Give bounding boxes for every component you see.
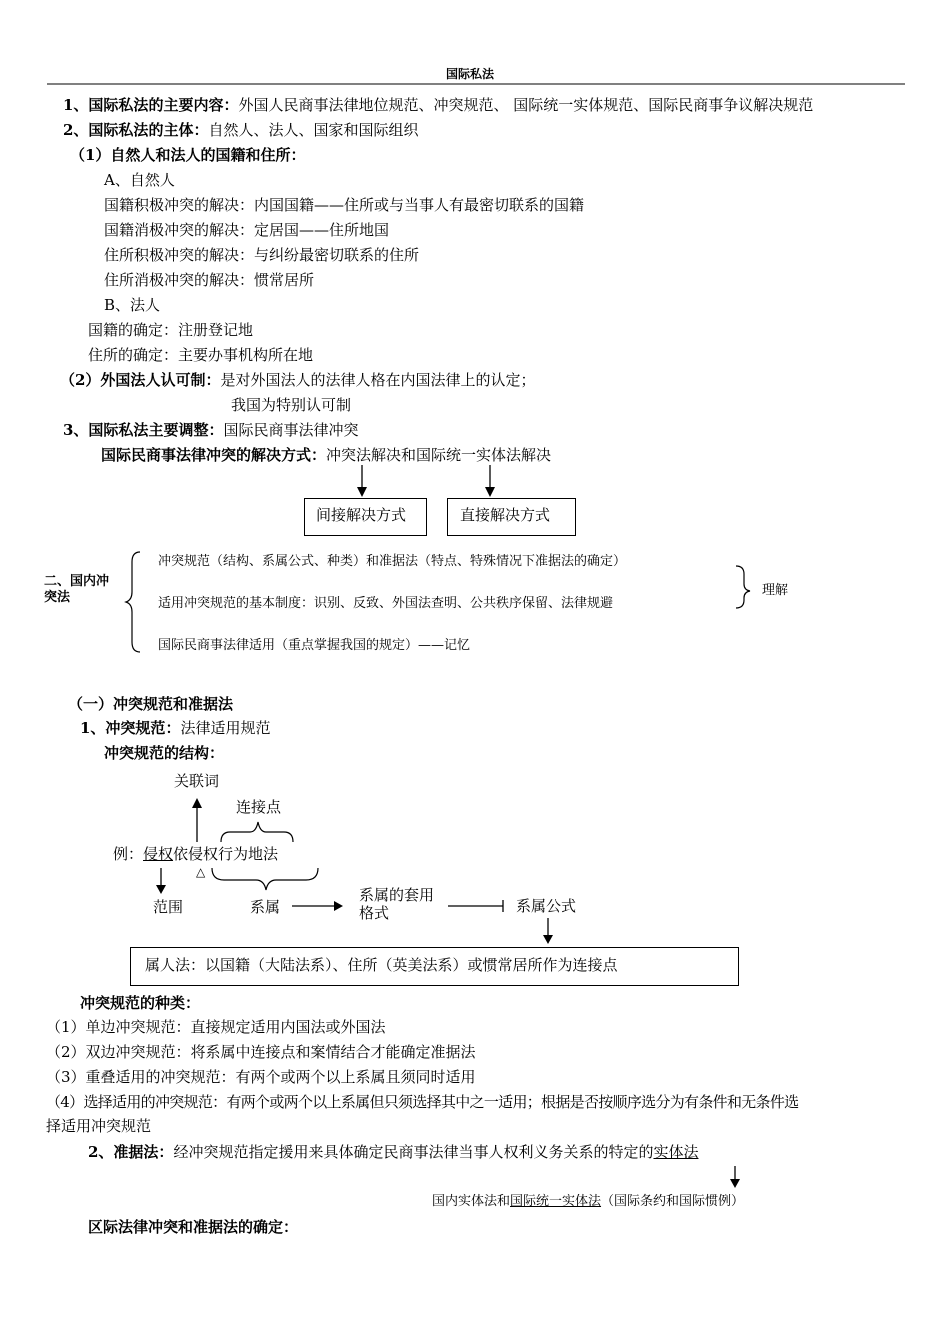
substantive-uniform: 国际统一实体法: [510, 1194, 602, 1209]
part2-1-title: （一）冲突规范和准据法: [68, 695, 234, 713]
resolve-label: 国际民商事法律冲突的解决方式：: [101, 446, 327, 464]
page-header-title: 国际私法: [446, 67, 495, 81]
left-brace: [126, 552, 140, 652]
section-1-text: 外国人民商事法律地位规范、冲突规范、 国际统一实体规范、国际民商事争议解决规范: [238, 96, 814, 114]
part2-title-1: 二、国内冲: [44, 574, 110, 589]
arrow-substantive-head: [730, 1179, 740, 1188]
legal-person-domicile: 住所的确定：主要办事机构所在地: [88, 346, 314, 364]
part2-item-3: 国际民商事法律适用（重点掌握我国的规定）——记忆: [158, 638, 471, 653]
applicable-law-substantive: 实体法: [653, 1143, 699, 1161]
arrow-connector-word-head: [192, 798, 202, 808]
arrow-scope-head: [156, 885, 166, 894]
nationality-negative-conflict: 国籍消极冲突的解决：定居国——住所地国: [104, 221, 390, 239]
attach-format-2: 格式: [359, 904, 390, 922]
legal-person-nationality: 国籍的确定：注册登记地: [88, 321, 254, 339]
structure-title: 冲突规范的结构：: [104, 744, 225, 762]
right-brace: [736, 566, 750, 608]
natural-person-heading: A、自然人: [104, 171, 175, 189]
bottom-brace: [212, 868, 318, 890]
example-rest: 依侵权行为地法: [173, 845, 279, 863]
type-4-line-2: 择适用冲突规范: [46, 1117, 152, 1135]
scope-label: 范围: [153, 898, 184, 916]
applicable-law: [88, 1145, 698, 1160]
section-2b-text: 是对外国法人的法律人格在内国法律上的认定；: [220, 371, 536, 389]
section-3: [63, 423, 358, 438]
personal-law-text: 属人法：以国籍（大陆法系）、住所（英美法系）或惯常居所作为连接点: [145, 956, 618, 974]
example-prefix: 例：: [113, 845, 144, 863]
section-2a-title: （1）自然人和法人的国籍和住所：: [70, 146, 306, 164]
section-3-label: 3、国际私法主要调整：: [63, 421, 224, 439]
applicable-law-label: 2、准据法：: [88, 1143, 174, 1161]
direct-method-label: 直接解决方式: [460, 506, 551, 524]
indirect-method-label: 间接解决方式: [316, 506, 407, 524]
connector-word: 关联词: [174, 772, 220, 790]
applicable-law-text: 经冲突规范指定援用来具体确定民商事法律当事人权利义务关系的特定的: [173, 1143, 654, 1161]
attach-label: 系属: [250, 898, 281, 916]
section-2b: [60, 373, 535, 388]
type-3: （3）重叠适用的冲突规范：有两个或两个以上系属且须同时适用: [46, 1068, 476, 1086]
interregional-title: 区际法律冲突和准据法的确定：: [88, 1218, 299, 1236]
example-line: [113, 847, 278, 862]
attach-formula: 系属公式: [516, 897, 577, 915]
section-2-text: 自然人、法人、国家和国际组织: [208, 121, 419, 139]
attach-format-1: 系属的套用: [359, 886, 435, 904]
arrow-personal-law-head: [543, 935, 553, 944]
type-2: （2）双边冲突规范：将系属中连接点和案情结合才能确定准据法: [46, 1043, 476, 1061]
section-3-text: 国际民商事法律冲突: [223, 421, 359, 439]
top-brace: [221, 822, 293, 842]
domicile-negative-conflict: 住所消极冲突的解决：惯常居所: [104, 271, 315, 289]
example-scope: 侵权: [143, 845, 174, 863]
section-2-label: 2、国际私法的主体：: [63, 121, 209, 139]
type-4-line-1: （4）选择适用的冲突规范：有两个或两个以上系属但只须选择其中之一适用；根据是否按顺序选分为有条件和无条件选: [46, 1093, 799, 1111]
conflict-rule-text: 法律适用规范: [180, 719, 271, 737]
section-2b-text2: 我国为特别认可制: [231, 396, 352, 414]
nationality-positive-conflict: 国籍积极冲突的解决：内国国籍——住所或与当事人有最密切联系的国籍: [104, 196, 585, 214]
types-title: 冲突规范的种类：: [80, 994, 201, 1012]
understand-label: 理解: [762, 583, 789, 598]
conflict-rule-label: 1、冲突规范：: [80, 719, 181, 737]
legal-person-heading: B、法人: [104, 296, 161, 314]
section-2b-label: （2）外国法人认可制：: [60, 371, 221, 389]
part2-title-2: 突法: [44, 590, 71, 605]
part2-item-2: 适用冲突规范的基本制度：识别、反致、外国法查明、公共秩序保留、法律规避: [158, 596, 614, 611]
section-2: [63, 123, 418, 138]
resolve-methods: [101, 448, 551, 463]
resolve-text: 冲突法解决和国际统一实体法解决: [326, 446, 552, 464]
part2-item-1: 冲突规范（结构、系属公式、种类）和准据法（特点、特殊情况下准据法的确定）: [158, 554, 627, 569]
section-1: [63, 98, 813, 113]
arrow-attach-head: [334, 901, 343, 911]
domicile-positive-conflict: 住所积极冲突的解决：与纠纷最密切联系的住所: [104, 246, 420, 264]
triangle-mark: △: [196, 865, 206, 879]
substantive-suffix: （国际条约和国际惯例）: [601, 1194, 745, 1209]
conflict-rule: [80, 721, 270, 736]
substantive-prefix: 国内实体法和: [432, 1194, 511, 1209]
arrow-indirect-head: [357, 487, 367, 497]
connecting-point: 连接点: [236, 798, 282, 816]
type-1: （1）单边冲突规范：直接规定适用内国法或外国法: [46, 1018, 386, 1036]
section-1-label: 1、国际私法的主要内容：: [63, 96, 239, 114]
arrow-direct-head: [485, 487, 495, 497]
substantive-law-types: [432, 1195, 744, 1208]
